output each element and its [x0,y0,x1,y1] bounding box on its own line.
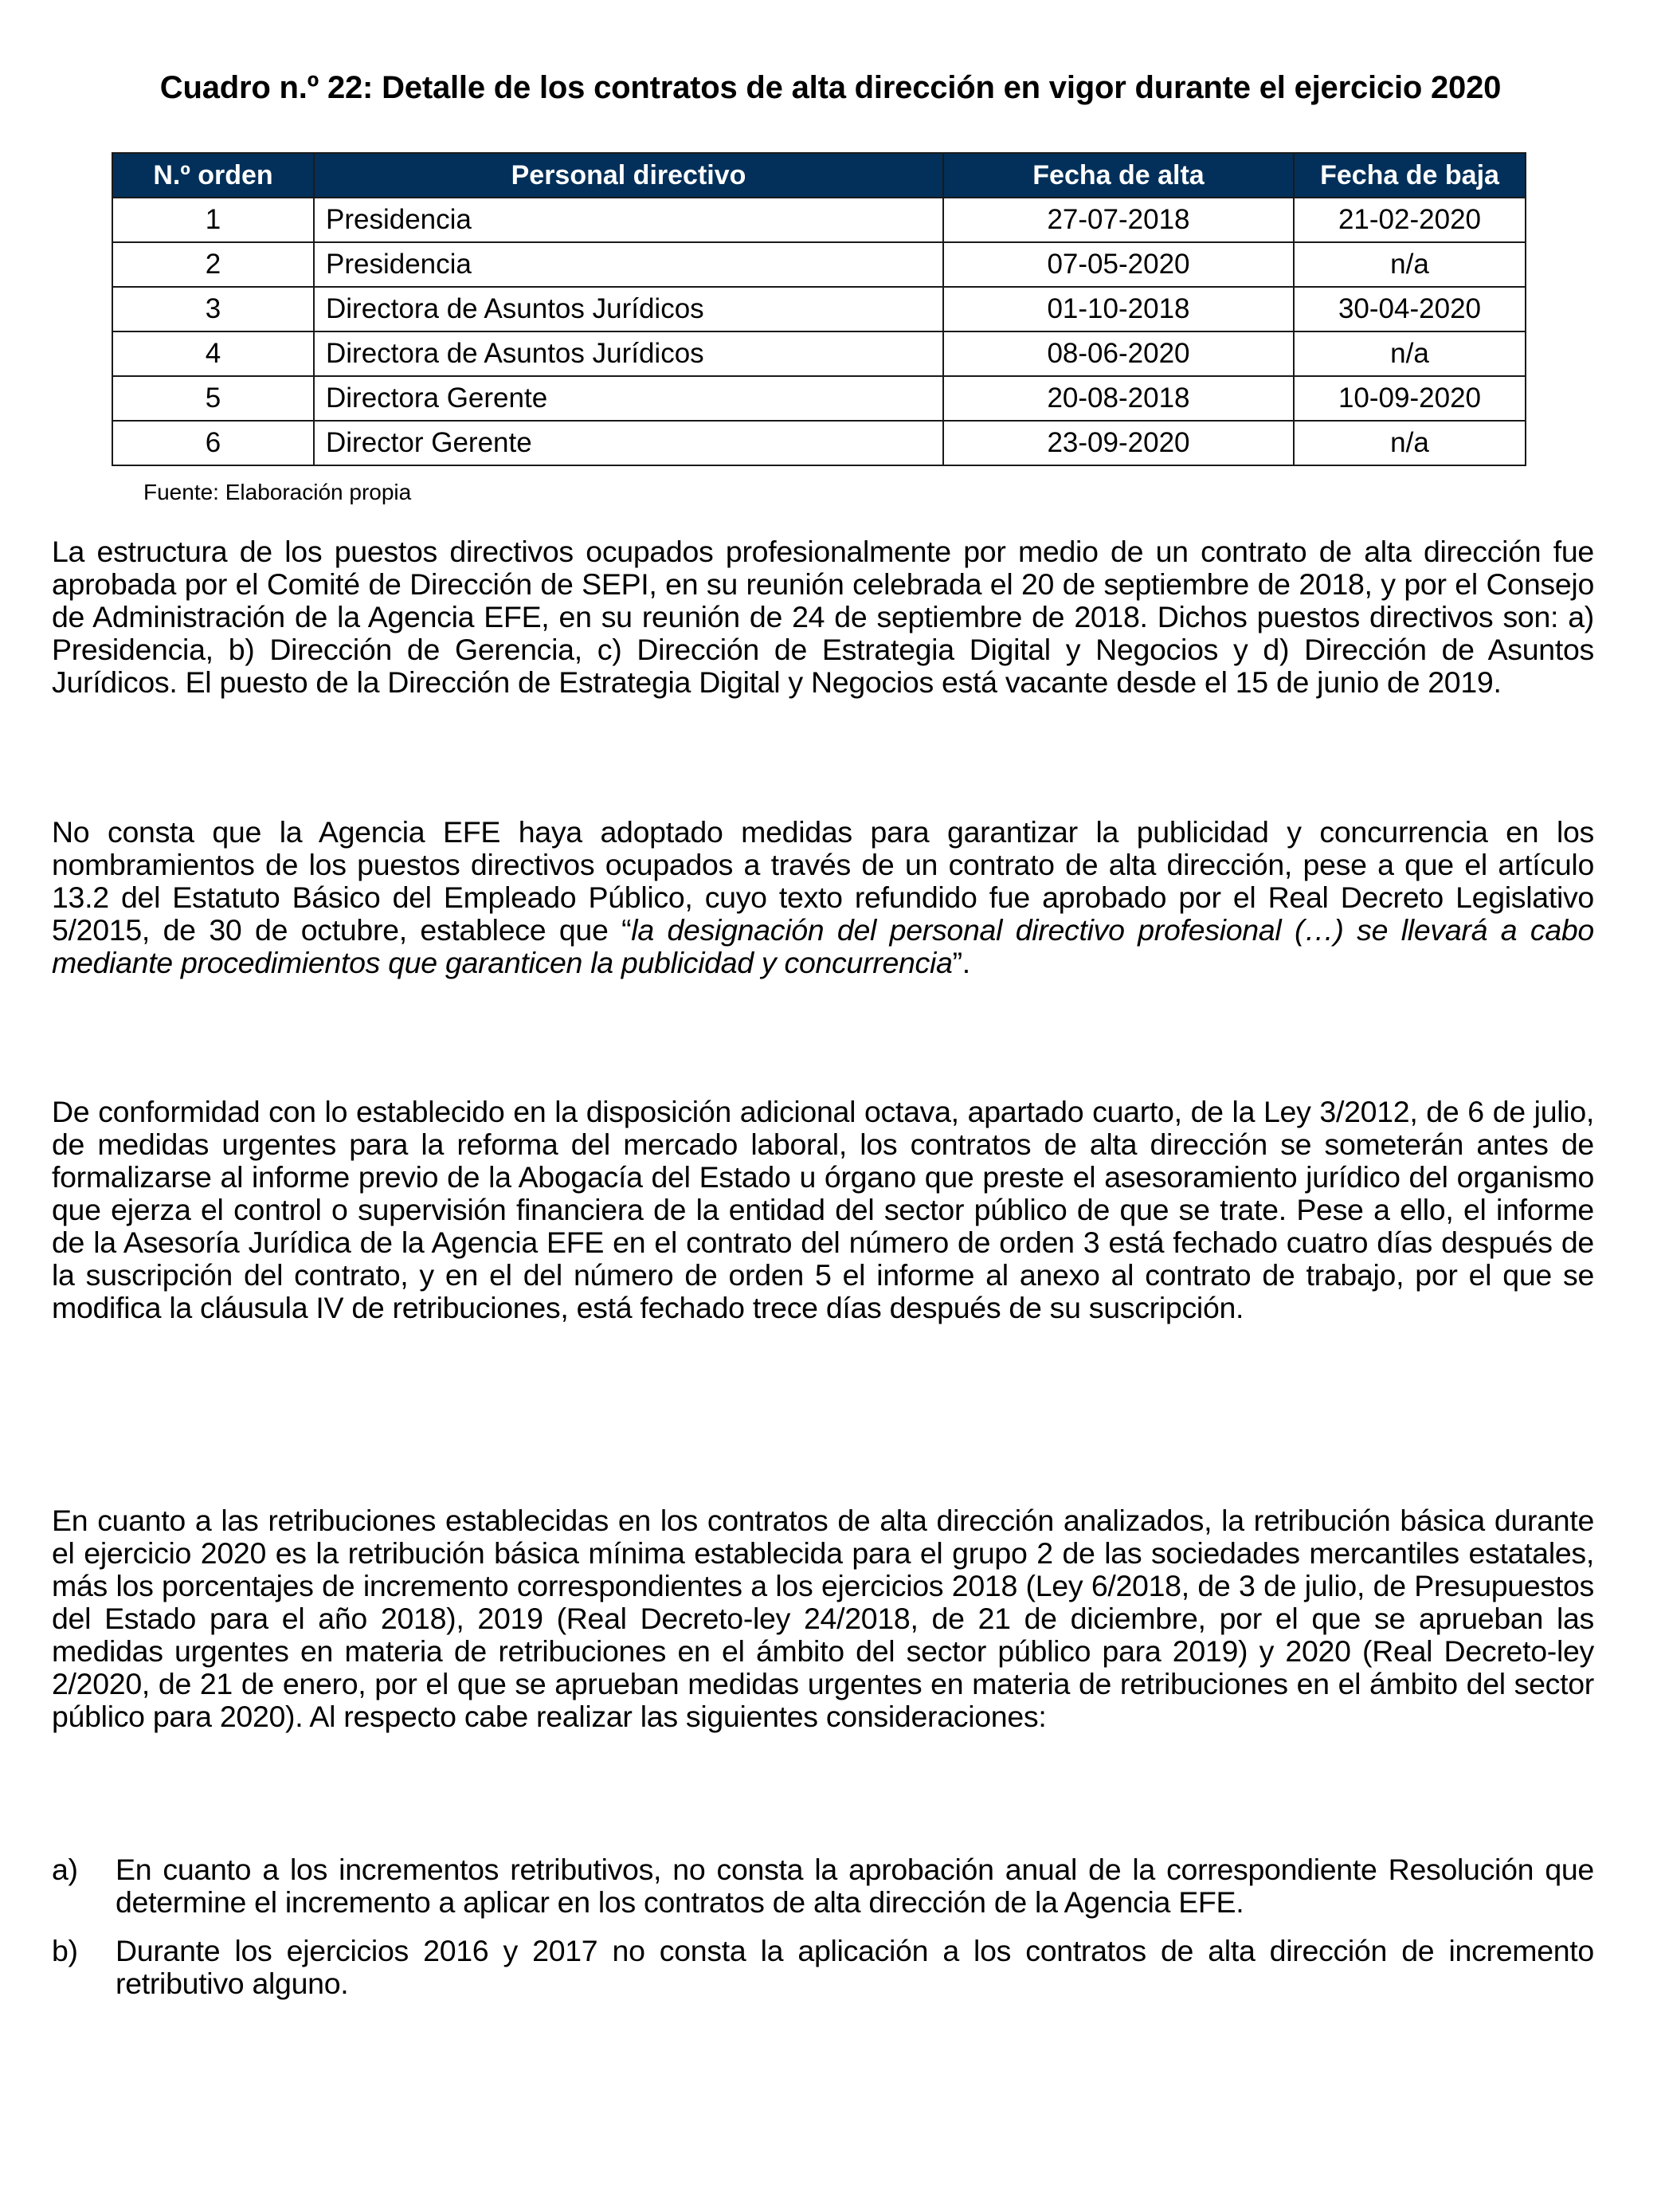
table-header-row [112,153,1526,198]
header-fecha-alta: Fecha de alta [943,153,1294,198]
cell-fecha-alta: 08-06-2020 [943,331,1294,376]
table-row [112,287,1526,331]
cell-fecha-baja: 10-09-2020 [1294,376,1526,421]
table-source-note: Fuente: Elaboración propia [143,480,412,504]
cell-orden: 1 [112,198,314,242]
cell-fecha-alta: 23-09-2020 [943,421,1294,465]
cell-fecha-alta: 20-08-2018 [943,376,1294,421]
table-row [112,376,1526,421]
cell-personal: Presidencia [314,242,943,287]
cell-fecha-alta: 07-05-2020 [943,242,1294,287]
table-row [112,198,1526,242]
paragraph-informe-previo: De conformidad con lo establecido en la disposición adicional octava, apartado cuarto, de la Ley 3/2012, de 6 de julio, de medidas urgentes para la reforma del mercado laboral, los contratos de alta dirección se someterán antes de formalizarse al informe previo de la Abogacía del Estado u órgano que preste el asesoramiento jurídico del organismo que ejerza el control o supervisión financiera de la entidad del sector público de que se trate. Pese a ello, el informe de la Asesoría Jurídica de la Agencia EFE en el contrato del número de orden 3 está fechado cuatro días después de la suscripción del contrato, y en el del número de orden 5 el informe al anexo al contrato de trabajo, por el que se modifica la cláusula IV de retribuciones, está fechado trece días después de su suscripción. [52,1095,1594,1324]
paragraph-estructura-directiva: La estructura de los puestos directivos ocupados profesionalmente por medio de un contrato de alta dirección fue aprobada por el Comité de Dirección de SEPI, en su reunión celebrada el 20 de septiembre de 2018, y por el Consejo de Administración de la Agencia EFE, en su reunión de 24 de septiembre de 2018. Dichos puestos directivos son: a) Presidencia, b) Dirección de Gerencia, c) Dirección de Estrategia Digital y Negocios y d) Dirección de Asuntos Jurídicos. El puesto de la Dirección de Estrategia Digital y Negocios está vacante desde el 15 de junio de 2019. [52,535,1594,699]
cell-fecha-alta: 27-07-2018 [943,198,1294,242]
cell-fecha-baja: 30-04-2020 [1294,287,1526,331]
paragraph-text: ”. [952,946,970,979]
table-row [112,331,1526,376]
list-item [52,1853,1594,1919]
paragraph-text: No consta que la Agencia EFE haya adoptado medidas para garantizar la publicidad y concurrencia en los nombramientos de los puestos directivos ocupados a través de un contrato de alta dirección, pese a que el artículo 13.2 del Estatuto Básico del Empleado Público, cuyo texto refundido fue aprobado por el Real Decreto Legislativo 5/2015, de 30 de octubre, establece que “ [52,815,1594,947]
cell-personal: Directora Gerente [314,376,943,421]
cell-personal: Directora de Asuntos Jurídicos [314,331,943,376]
cell-orden: 5 [112,376,314,421]
cell-fecha-baja: n/a [1294,242,1526,287]
header-orden: N.º orden [112,153,314,198]
cell-fecha-baja: n/a [1294,331,1526,376]
cell-personal: Directora de Asuntos Jurídicos [314,287,943,331]
cell-fecha-baja: 21-02-2020 [1294,198,1526,242]
cell-fecha-baja: n/a [1294,421,1526,465]
considerations-list [52,1853,1594,2000]
list-marker: b) [52,1934,78,1967]
cell-orden: 3 [112,287,314,331]
table-row [112,242,1526,287]
cell-orden: 2 [112,242,314,287]
cell-orden: 4 [112,331,314,376]
header-personal-directivo: Personal directivo [314,153,943,198]
cell-personal: Director Gerente [314,421,943,465]
contracts-table [112,152,1526,466]
list-marker: a) [52,1853,78,1886]
header-fecha-baja: Fecha de baja [1294,153,1526,198]
cell-personal: Presidencia [314,198,943,242]
list-item-text: Durante los ejercicios 2016 y 2017 no consta la aplicación a los contratos de alta dirección de incremento retributivo alguno. [116,1934,1594,2000]
cell-orden: 6 [112,421,314,465]
quoted-text: la designación del personal directivo profesional (…) se llevará a cabo mediante procedimientos que garanticen la publicidad y concurrencia [52,913,1594,979]
paragraph-publicidad-concurrencia [52,816,1594,979]
table-caption: Cuadro n.º 22: Detalle de los contratos de alta dirección en vigor durante el ejercicio 2020 [159,70,1502,105]
list-item-text: En cuanto a los incrementos retributivos, no consta la aprobación anual de la correspondiente Resolución que determine el incremento a aplicar en los contratos de alta dirección de la Agencia EFE. [116,1853,1594,1919]
paragraph-retribuciones: En cuanto a las retribuciones establecidas en los contratos de alta dirección analizados, la retribución básica durante el ejercicio 2020 es la retribución básica mínima establecida para el grupo 2 de las sociedades mercantiles estatales, más los porcentajes de incremento correspondientes a los ejercicios 2018 (Ley 6/2018, de 3 de julio, de Presupuestos del Estado para el año 2018), 2019 (Real Decreto-ley 24/2018, de 21 de diciembre, por el que se aprueban las medidas urgentes en materia de retribuciones en el ámbito del sector público para 2019) y 2020 (Real Decreto-ley 2/2020, de 21 de enero, por el que se aprueban medidas urgentes en materia de retribuciones en el ámbito del sector público para 2020). Al respecto cabe realizar las siguientes consideraciones: [52,1504,1594,1733]
list-item [52,1935,1594,2000]
cell-fecha-alta: 01-10-2018 [943,287,1294,331]
table-row [112,421,1526,465]
